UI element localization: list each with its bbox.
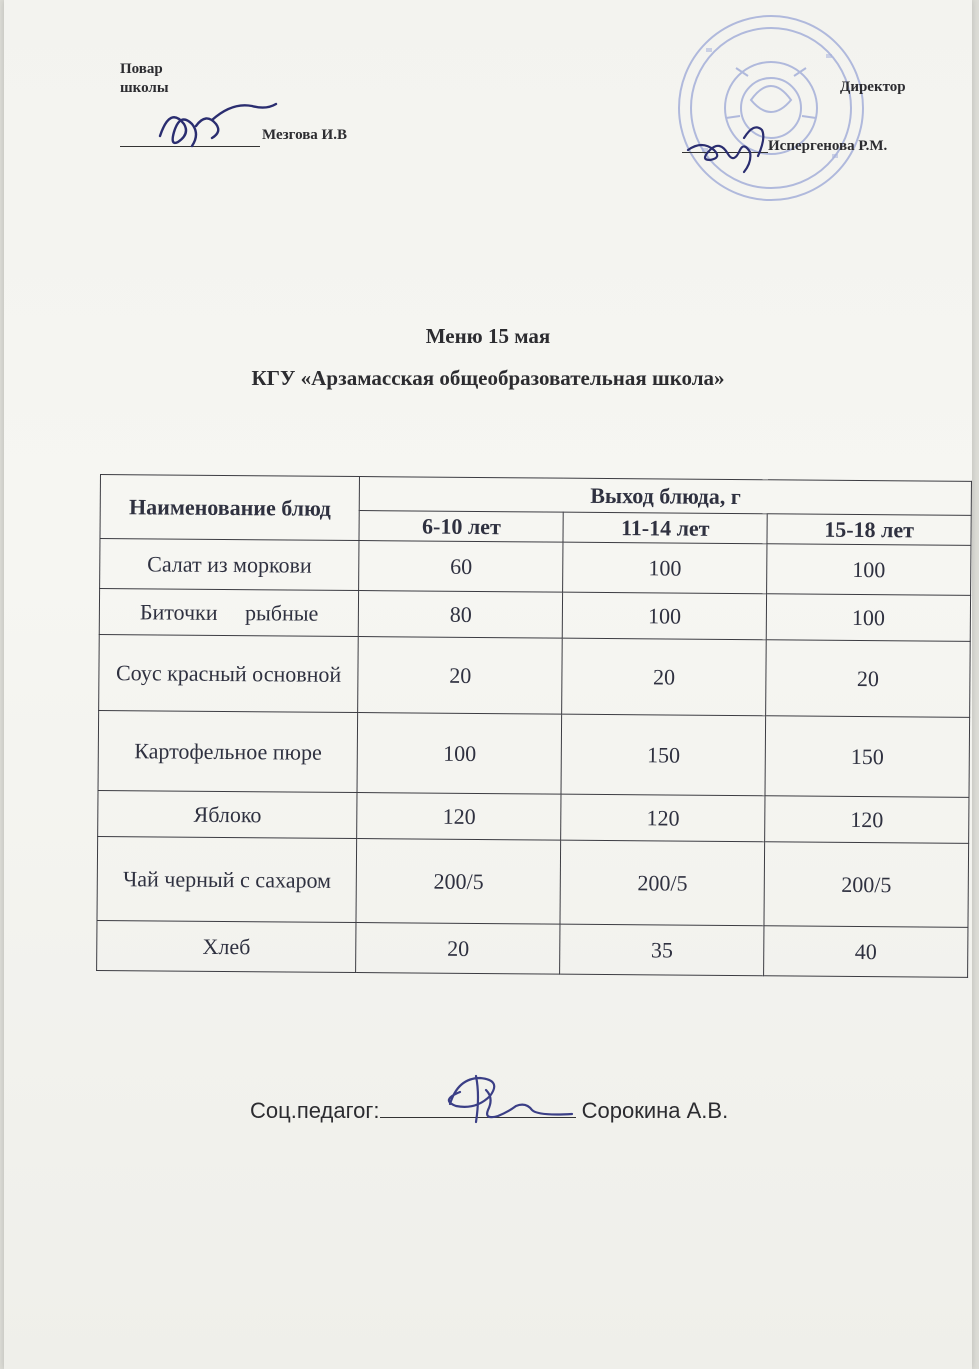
footer-signature: [436, 1070, 586, 1130]
dish-name-header: [100, 475, 360, 541]
age-group-header: 6-10 лет: [359, 511, 563, 543]
menu-title: Меню 15 мая: [425, 324, 551, 348]
table-row: [99, 634, 971, 717]
social-pedagogue-name: Сорокина А.В.: [581, 1098, 729, 1123]
portion-value: 20: [358, 637, 562, 715]
cook-name: Мезгова И.В: [262, 127, 347, 143]
table-row: [99, 589, 970, 642]
dish-name: Биточки рыбные: [99, 589, 359, 637]
dish-name: Салат из моркови: [100, 539, 360, 591]
official-stamp: [666, 8, 876, 208]
table-row: [97, 836, 969, 927]
portion-value: 20: [766, 640, 970, 718]
portion-value: 80: [359, 591, 563, 639]
portion-value: 200/5: [560, 840, 764, 926]
portion-value: 150: [765, 716, 970, 798]
portion-value: 100: [563, 542, 767, 594]
portion-value: 200/5: [764, 842, 969, 928]
portion-value: 120: [765, 796, 969, 844]
dish-name: Картофельное пюре: [98, 710, 358, 792]
cook-role-line2: школы: [120, 80, 169, 96]
portion-value: 200/5: [356, 839, 560, 925]
dish-name: Соус красный основной: [99, 634, 359, 712]
portion-value: 100: [357, 713, 561, 795]
portion-value: 120: [357, 793, 561, 841]
dish-name: Чай черный с сахаром: [97, 836, 357, 922]
portion-value: 35: [560, 924, 764, 976]
portion-value: 60: [359, 541, 563, 593]
portion-value: 100: [766, 594, 970, 642]
portion-value: 20: [562, 638, 766, 716]
dish-name: Яблоко: [98, 790, 358, 838]
age-group-header: 11-14 лет: [563, 512, 767, 544]
portion-value: 20: [356, 923, 560, 975]
portion-value: 100: [562, 592, 766, 640]
cook-role: [120, 60, 169, 98]
cook-role-line1: Повар: [120, 61, 163, 77]
dish-name: Хлеб: [97, 920, 357, 972]
dish-name-header-label: Наименование блюд: [129, 493, 331, 521]
document-sheet: [4, 0, 972, 1369]
portion-value: 100: [767, 544, 971, 596]
table-row: [100, 539, 971, 596]
table-row: [98, 790, 969, 843]
table-row: [98, 710, 970, 797]
portion-value: 150: [561, 714, 765, 796]
portion-value: 40: [764, 926, 968, 978]
school-title: КГУ «Арзамасская общеобразовательная школа»: [251, 366, 725, 390]
menu-table: [96, 474, 972, 978]
age-group-header: 15-18 лет: [767, 514, 971, 546]
director-name: Испергенова Р.М.: [768, 138, 888, 154]
portion-value: 120: [561, 794, 765, 842]
social-pedagogue-role: Соц.педагог:: [250, 1098, 380, 1123]
yield-header: Выход блюда, г: [360, 477, 972, 516]
table-row: [97, 920, 968, 977]
director-role: Директор: [840, 79, 906, 95]
